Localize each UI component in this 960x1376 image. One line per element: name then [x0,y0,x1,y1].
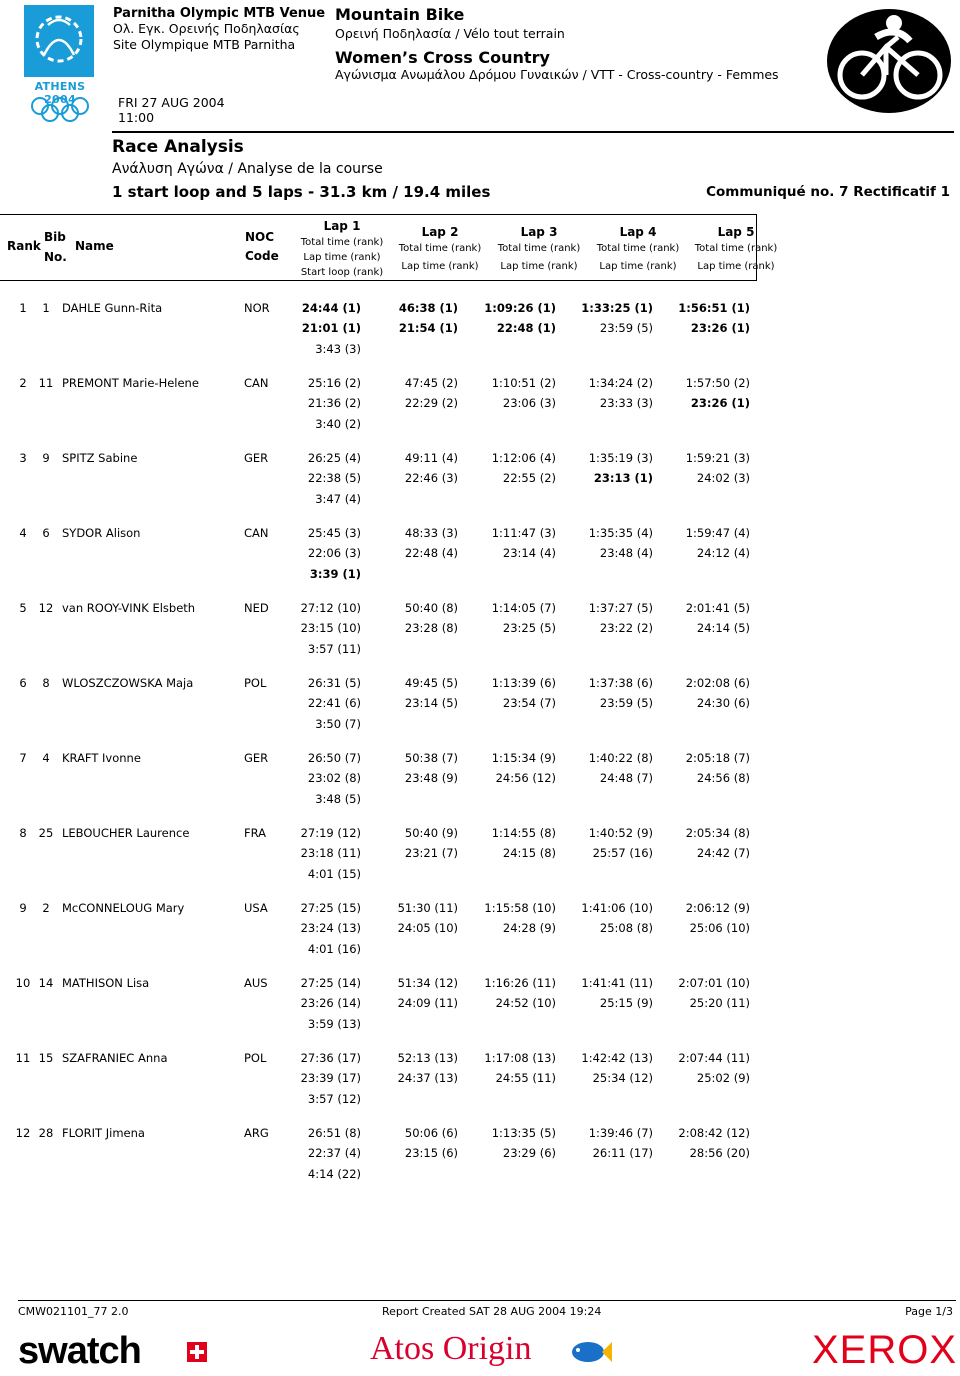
lap-time: 24:30 (6) [696,696,750,710]
sport-title: Mountain Bike [335,5,465,24]
fish-icon [566,1336,612,1372]
communique-number: Communiqué no. 7 Rectificatif 1 [706,184,950,200]
total-time: 1:56:51 (1) [678,301,750,315]
lap-time: 24:14 (5) [696,621,750,635]
total-time: 2:06:12 (9) [685,901,750,915]
lap-time: 23:18 (11) [300,846,361,860]
lap-time: 24:28 (9) [502,921,556,935]
col-lap5-total: Total time (rank) [694,243,778,254]
lap-time: 22:48 (1) [496,321,556,335]
total-time: 1:14:55 (8) [491,826,556,840]
lap-time: 23:02 (8) [307,771,361,785]
lap-time: 22:29 (2) [404,396,458,410]
col-lap5-lap: Lap time (rank) [697,261,775,272]
bib-number: 11 [38,376,54,390]
bib-number: 28 [38,1126,54,1140]
athlete-name: SPITZ Sabine [62,451,138,465]
col-lap2-lap: Lap time (rank) [401,261,479,272]
atos-origin-logo: Atos Origin [370,1330,532,1367]
lap-time: 25:02 (9) [696,1071,750,1085]
bib-number: 2 [42,901,50,915]
col-lap4-total: Total time (rank) [596,243,680,254]
noc-code: NOR [244,301,270,315]
col-lap4: Lap 4 [619,225,657,239]
col-noc: NOC [245,230,275,244]
lap-time: 24:56 (12) [495,771,556,785]
lap-time: 25:57 (16) [592,846,653,860]
total-time: 51:34 (12) [397,976,458,990]
bib-number: 1 [42,301,50,315]
noc-code: CAN [244,376,269,390]
logo-text: ATHENS 2004 [34,80,86,106]
total-time: 2:07:44 (11) [678,1051,750,1065]
col-lap3-total: Total time (rank) [497,243,581,254]
athens-2004-emblem [24,5,94,77]
total-time: 1:40:52 (9) [588,826,653,840]
bib-number: 8 [42,676,50,690]
col-lap1-total: Total time (rank) [300,237,384,248]
total-time: 1:33:25 (1) [581,301,653,315]
col-lap2: Lap 2 [421,225,459,239]
start-loop-time: 3:59 (13) [307,1017,361,1031]
col-noc-code: Code [245,249,279,263]
rank: 10 [15,976,31,990]
lap-time: 23:26 (1) [690,396,750,410]
total-time: 1:13:35 (5) [491,1126,556,1140]
event-date: FRI 27 AUG 2004 [118,95,225,110]
total-time: 1:13:39 (6) [491,676,556,690]
report-created: Report Created SAT 28 AUG 2004 19:24 [382,1305,602,1318]
total-time: 27:12 (10) [300,601,361,615]
venue-name-fr: Site Olympique MTB Parnitha [113,37,296,52]
total-time: 1:16:26 (11) [484,976,556,990]
footer-divider [18,1300,956,1301]
noc-code: AUS [244,976,268,990]
total-time: 50:40 (9) [404,826,458,840]
total-time: 49:11 (4) [404,451,458,465]
report-subtitle: Ανάλυση Αγώνα / Analyse de la course [112,161,383,177]
total-time: 1:11:47 (3) [491,526,556,540]
noc-code: ARG [244,1126,269,1140]
total-time: 48:33 (3) [404,526,458,540]
noc-code: CAN [244,526,269,540]
total-time: 1:09:26 (1) [484,301,556,315]
total-time: 1:35:35 (4) [588,526,653,540]
bib-number: 6 [42,526,50,540]
total-time: 1:41:06 (10) [581,901,653,915]
start-loop-time: 3:48 (5) [315,792,361,806]
noc-code: GER [244,451,269,465]
course-description: 1 start loop and 5 laps - 31.3 km / 19.4 miles [112,183,491,201]
total-time: 26:25 (4) [307,451,361,465]
lap-time: 26:11 (17) [592,1146,653,1160]
xerox-logo: XEROX [812,1328,958,1372]
athlete-name: MATHISON Lisa [62,976,150,990]
col-lap3: Lap 3 [520,225,558,239]
total-time: 2:08:42 (12) [678,1126,750,1140]
total-time: 25:16 (2) [307,376,361,390]
rank: 3 [19,451,27,465]
lap-time: 24:52 (10) [495,996,556,1010]
lap-time: 23:59 (5) [599,696,653,710]
total-time: 26:51 (8) [307,1126,361,1140]
lap-time: 24:48 (7) [599,771,653,785]
lap-time: 24:56 (8) [696,771,750,785]
lap-time: 24:15 (8) [502,846,556,860]
noc-code: POL [244,1051,267,1065]
start-loop-time: 3:39 (1) [309,567,361,581]
bib-number: 4 [42,751,50,765]
total-time: 1:15:58 (10) [484,901,556,915]
total-time: 27:25 (15) [300,901,361,915]
start-loop-time: 3:57 (11) [307,642,361,656]
swiss-cross-icon [187,1342,207,1362]
start-loop-time: 4:01 (15) [307,867,361,881]
lap-time: 23:48 (9) [404,771,458,785]
lap-time: 28:56 (20) [689,1146,750,1160]
total-time: 2:02:08 (6) [685,676,750,690]
lap-time: 23:54 (7) [502,696,556,710]
rank: 8 [19,826,27,840]
lap-time: 22:38 (5) [307,471,361,485]
start-loop-time: 3:40 (2) [315,417,361,431]
total-time: 25:45 (3) [307,526,361,540]
total-time: 51:30 (11) [397,901,458,915]
total-time: 1:37:27 (5) [588,601,653,615]
total-time: 27:19 (12) [300,826,361,840]
start-loop-time: 3:47 (4) [315,492,361,506]
total-time: 26:31 (5) [307,676,361,690]
lap-time: 23:26 (1) [690,321,750,335]
athlete-name: SZAFRANIEC Anna [62,1051,168,1065]
lap-time: 24:42 (7) [696,846,750,860]
athlete-name: McCONNELOUG Mary [62,901,185,915]
total-time: 24:44 (1) [301,301,361,315]
col-lap1-lap: Lap time (rank) [303,252,381,263]
lap-time: 21:54 (1) [398,321,458,335]
bib-number: 14 [38,976,54,990]
page-number: Page 1/3 [905,1305,953,1318]
rank: 12 [15,1126,31,1140]
total-time: 1:14:05 (7) [491,601,556,615]
col-lap1: Lap 1 [323,219,361,233]
total-time: 47:45 (2) [404,376,458,390]
lap-time: 23:21 (7) [404,846,458,860]
col-lap4-lap: Lap time (rank) [599,261,677,272]
bib-number: 12 [38,601,54,615]
rank: 11 [15,1051,31,1065]
lap-time: 23:15 (10) [300,621,361,635]
lap-time: 22:37 (4) [307,1146,361,1160]
lap-time: 24:09 (11) [397,996,458,1010]
lap-time: 23:24 (13) [300,921,361,935]
athlete-name: FLORIT Jimena [62,1126,145,1140]
lap-time: 24:37 (13) [397,1071,458,1085]
event-time: 11:00 [118,110,155,125]
lap-time: 24:12 (4) [696,546,750,560]
start-loop-time: 3:57 (12) [307,1092,361,1106]
lap-time: 25:08 (8) [599,921,653,935]
col-bib: Bib [44,230,66,244]
total-time: 50:38 (7) [404,751,458,765]
lap-time: 23:29 (6) [502,1146,556,1160]
total-time: 26:50 (7) [307,751,361,765]
col-bib-no: No. [44,250,67,264]
rank: 6 [19,676,27,690]
event-subtitle: Αγώνισμα Ανωμάλου Δρόμου Γυναικών / VTT - Cross-country - Femmes [335,67,779,82]
rank: 2 [19,376,27,390]
noc-code: POL [244,676,267,690]
total-time: 2:05:18 (7) [685,751,750,765]
col-lap1-start: Start loop (rank) [300,267,384,278]
total-time: 1:40:22 (8) [588,751,653,765]
col-rank: Rank [7,239,41,253]
total-time: 1:42:42 (13) [581,1051,653,1065]
rank: 5 [19,601,27,615]
total-time: 46:38 (1) [398,301,458,315]
lap-time: 25:34 (12) [592,1071,653,1085]
total-time: 50:06 (6) [404,1126,458,1140]
lap-time: 23:13 (1) [593,471,653,485]
lap-time: 22:06 (3) [307,546,361,560]
athlete-name: DAHLE Gunn-Rita [62,301,163,315]
lap-time: 23:15 (6) [404,1146,458,1160]
start-loop-time: 4:14 (22) [307,1167,361,1181]
lap-time: 21:36 (2) [307,396,361,410]
rank: 1 [19,301,27,315]
athlete-name: LEBOUCHER Laurence [62,826,190,840]
sport-subtitle: Ορεινή Ποδηλασία / Vélo tout terrain [335,26,565,41]
start-loop-time: 3:50 (7) [315,717,361,731]
lap-time: 23:14 (4) [502,546,556,560]
lap-time: 23:39 (17) [300,1071,361,1085]
swatch-logo: swatch [18,1330,141,1372]
total-time: 1:39:46 (7) [588,1126,653,1140]
lap-time: 25:06 (10) [689,921,750,935]
bib-number: 25 [38,826,54,840]
total-time: 49:45 (5) [404,676,458,690]
start-loop-time: 4:01 (16) [307,942,361,956]
noc-code: FRA [244,826,267,840]
total-time: 1:10:51 (2) [491,376,556,390]
lap-time: 23:33 (3) [599,396,653,410]
lap-time: 23:59 (5) [599,321,653,335]
total-time: 1:35:19 (3) [588,451,653,465]
total-time: 2:07:01 (10) [678,976,750,990]
total-time: 50:40 (8) [404,601,458,615]
total-time: 1:41:41 (11) [581,976,653,990]
noc-code: GER [244,751,269,765]
bib-number: 15 [38,1051,54,1065]
athlete-name: PREMONT Marie-Helene [62,376,199,390]
lap-time: 23:14 (5) [404,696,458,710]
bib-number: 9 [42,451,50,465]
event-title: Women’s Cross Country [335,48,550,67]
mountain-bike-pictogram-icon [826,7,952,119]
rank: 7 [19,751,27,765]
olympic-rings-icon [30,96,90,126]
venue-name-gr: Ολ. Εγκ. Ορεινής Ποδηλασίας [113,21,300,36]
total-time: 1:57:50 (2) [685,376,750,390]
athlete-name: van ROOY-VINK Elsbeth [62,601,196,615]
noc-code: USA [244,901,268,915]
athlete-name: KRAFT Ivonne [62,751,141,765]
total-time: 2:05:34 (8) [685,826,750,840]
lap-time: 25:15 (9) [599,996,653,1010]
col-lap3-lap: Lap time (rank) [500,261,578,272]
total-time: 2:01:41 (5) [685,601,750,615]
total-time: 27:25 (14) [300,976,361,990]
lap-time: 22:41 (6) [307,696,361,710]
report-code: CMW021101_77 2.0 [18,1305,129,1318]
header-divider [112,131,954,133]
col-lap5: Lap 5 [717,225,755,239]
rank: 4 [19,526,27,540]
lap-time: 25:20 (11) [689,996,750,1010]
start-loop-time: 3:43 (3) [315,342,361,356]
total-time: 1:59:21 (3) [685,451,750,465]
noc-code: NED [244,601,269,615]
total-time: 1:17:08 (13) [484,1051,556,1065]
lap-time: 23:25 (5) [502,621,556,635]
lap-time: 23:48 (4) [599,546,653,560]
lap-time: 22:48 (4) [404,546,458,560]
lap-time: 21:01 (1) [301,321,361,335]
lap-time: 24:55 (11) [495,1071,556,1085]
total-time: 1:15:34 (9) [491,751,556,765]
total-time: 27:36 (17) [300,1051,361,1065]
col-name: Name [75,239,114,253]
lap-time: 23:28 (8) [404,621,458,635]
lap-time: 23:06 (3) [502,396,556,410]
lap-time: 22:46 (3) [404,471,458,485]
lap-time: 23:26 (14) [300,996,361,1010]
total-time: 52:13 (13) [397,1051,458,1065]
lap-time: 23:22 (2) [599,621,653,635]
lap-time: 24:02 (3) [696,471,750,485]
rank: 9 [19,901,27,915]
venue-name-en: Parnitha Olympic MTB Venue [113,6,326,21]
lap-time: 24:05 (10) [397,921,458,935]
total-time: 1:34:24 (2) [588,376,653,390]
col-lap2-total: Total time (rank) [398,243,482,254]
total-time: 1:37:38 (6) [588,676,653,690]
report-title: Race Analysis [112,137,244,157]
lap-time: 22:55 (2) [502,471,556,485]
total-time: 1:12:06 (4) [491,451,556,465]
athlete-name: WLOSZCZOWSKA Maja [62,676,194,690]
athlete-name: SYDOR Alison [62,526,141,540]
total-time: 1:59:47 (4) [685,526,750,540]
